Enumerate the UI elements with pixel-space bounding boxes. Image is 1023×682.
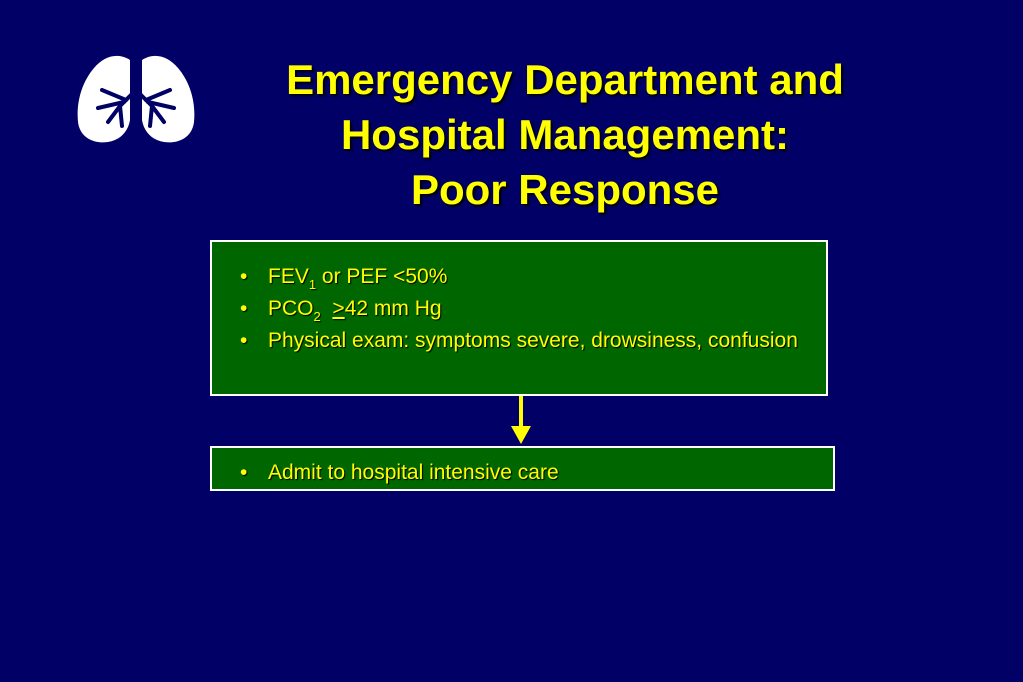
criteria-list	[240, 262, 816, 356]
title-line-3: Poor Response	[410, 166, 720, 213]
lungs-icon	[74, 50, 198, 146]
action-box	[210, 446, 835, 491]
arrow-down-icon	[508, 396, 534, 446]
criteria-item-fev: • $FEV_1$ or PEF <50%	[240, 262, 816, 294]
criteria-box	[210, 240, 828, 396]
criteria-item-pco2: • $PCO_2 >42$ mm Hg	[240, 294, 816, 326]
action-item-admit: • Admit to hospital intensive care	[240, 458, 823, 488]
criteria-item-exam: • Physical exam: symptoms severe, drowsiness, confusion	[240, 326, 816, 356]
title-line-1: Emergency Department and	[286, 56, 844, 103]
slide-title	[200, 52, 930, 217]
action-list	[240, 458, 823, 488]
title-line-2: Hospital Management:	[340, 111, 790, 158]
